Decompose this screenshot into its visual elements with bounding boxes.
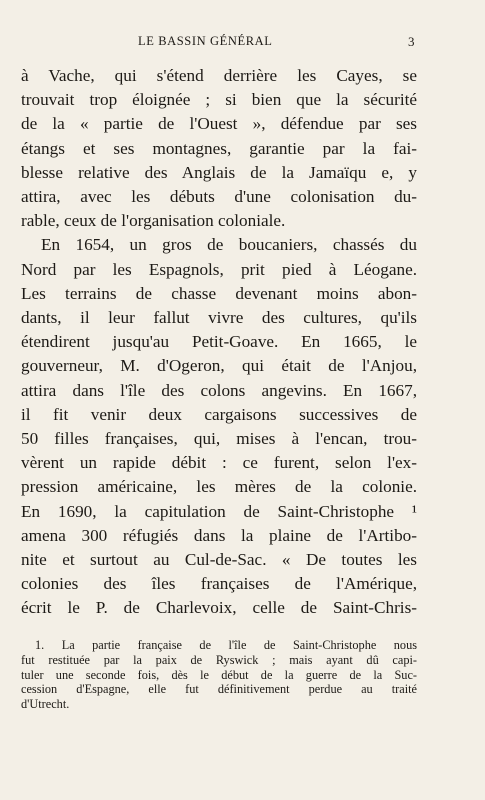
text-line: rable, ceux de l'organisation coloniale.	[21, 211, 286, 231]
text-line: blesse relative des Anglais de la Jamaïqu e, y	[21, 162, 417, 182]
text-line: vèrent un rapide débit : ce furent, selon l'ex-	[21, 453, 417, 473]
text-line: En 1690, la capitulation de Saint-Christophe ¹	[21, 501, 417, 521]
text-line: étangs et ses montagnes, garantie par la fai-	[21, 138, 417, 158]
text-line: Les terrains de chasse devenant moins abon-	[21, 283, 417, 303]
footnote	[21, 638, 417, 712]
text-line: étendirent jusqu'au Petit-Goave. En 1665, le	[21, 332, 417, 352]
footnote-line: fut restituée par la paix de Ryswick ; mais ayant dû capi-	[21, 652, 417, 667]
text-line: de la « partie de l'Ouest », défendue par ses	[21, 114, 417, 134]
page-number: 3	[408, 34, 415, 49]
footnote-line: tuler une seconde fois, dès le début de la guerre de la Suc-	[21, 667, 417, 682]
text-line: 50 filles françaises, qui, mises à l'encan, trou-	[21, 429, 417, 449]
text-line: trouvait trop éloignée ; si bien que la sécurité	[21, 90, 417, 110]
running-header	[0, 34, 485, 52]
text-line: colonies des îles françaises de l'Amérique,	[21, 574, 417, 594]
text-line: gouverneur, M. d'Ogeron, qui était de l'Anjou,	[21, 356, 417, 376]
text-line: écrit le P. de Charlevoix, celle de Saint-Chris-	[21, 598, 417, 618]
text-line: pression américaine, les mères de la colonie.	[21, 477, 417, 497]
text-line: Nord par les Espagnols, prit pied à Léogane.	[21, 259, 417, 279]
footnote-line: 1. La partie française de l'île de Saint-Christophe nous	[35, 638, 417, 652]
text-line: dants, il leur fallut vivre des cultures, qu'ils	[21, 308, 417, 328]
text-line: attira dans l'île des colons angevins. En 1667,	[21, 380, 417, 400]
text-line: il fit venir deux cargaisons successives de	[21, 404, 417, 424]
chapter-title: LE BASSIN GÉNÉRAL	[138, 34, 273, 48]
text-line: En 1654, un gros de boucaniers, chassés du	[41, 235, 417, 255]
footnote-line: d'Utrecht.	[21, 697, 70, 712]
text-line: amena 300 réfugiés dans la plaine de l'Artibo-	[21, 525, 417, 545]
text-line: attira, avec les débuts d'une colonisation du-	[21, 187, 417, 207]
footnote-line: cession d'Espagne, elle fut définitivement perdue au traité	[21, 682, 417, 697]
body-text	[21, 64, 417, 621]
text-line: à Vache, qui s'étend derrière les Cayes, se	[21, 66, 417, 85]
text-line: nite et surtout au Cul-de-Sac. « De toutes les	[21, 550, 417, 570]
